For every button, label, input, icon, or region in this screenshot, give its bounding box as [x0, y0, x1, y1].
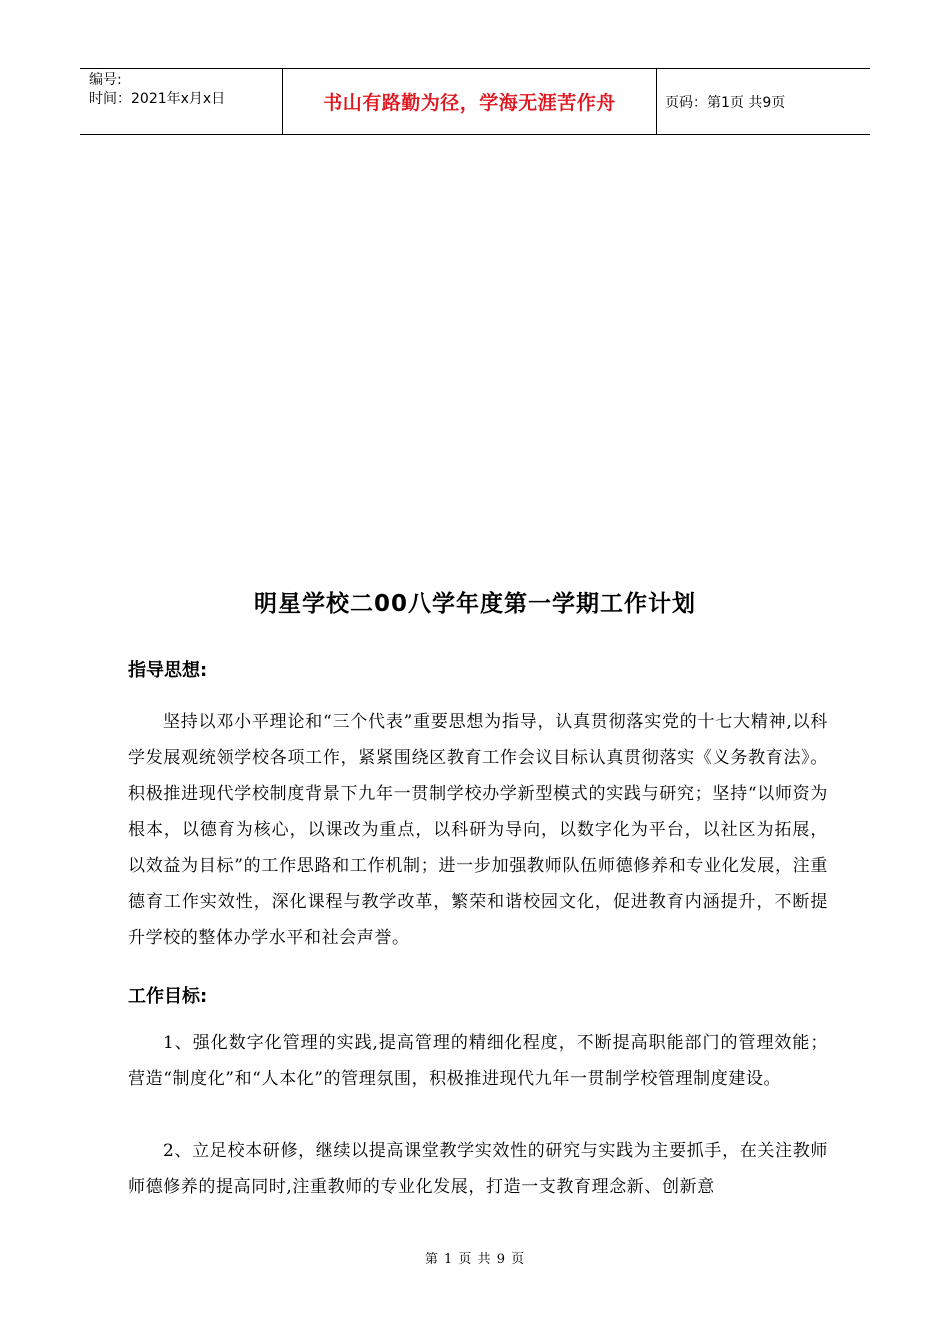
paragraph-guiding-thought: 坚持以邓小平理论和“三个代表”重要思想为指导，认真贯彻落实党的十七大精神,以科学发展观统领学校各项工作，紧紧围绕区教育工作会议目标认真贯彻落实《义务教育法》。积极推进现代学校制度背景下九年一贯制学校办学新型模式的实践与研究；坚持“以师资为根本，以德育为核心，以课改为重点，以科研为导向，以数字化为平台，以社区为拓展，以效益为目标”的工作思路和工作机制；进一步加强教师队伍师德修养和专业化发展，注重德育工作实效性，深化课程与教学改革，繁荣和谐校园文化，促进教育内涵提升，不断提升学校的整体办学水平和社会声誉。: [128, 712, 828, 948]
page-footer: 第 1 页 共 9 页: [424, 1252, 526, 1267]
header-page-info: 页码：第1页 共9页: [665, 94, 786, 111]
header-meta-cell: [80, 69, 282, 134]
header-table: [80, 68, 870, 135]
paragraph-work-goal-1: 1、强化数字化管理的实践,提高管理的精细化程度，不断提高职能部门的管理效能；营造“制度化”和“人本化”的管理氛围，积极推进现代九年一贯制学校管理制度建设。: [128, 1033, 828, 1089]
section-heading-guiding-thought: 指导思想:: [128, 660, 208, 681]
section-heading-work-goals: 工作目标:: [128, 986, 208, 1007]
paragraph-work-goal-2: 2、立足校本研修，继续以提高课堂教学实效性的研究与实践为主要抓手，在关注教师师德修养的提高同时,注重教师的专业化发展，打造一支教育理念新、创新意: [128, 1141, 828, 1197]
header-motto: 书山有路勤为径，学海无涯苦作舟: [282, 69, 657, 134]
document-number-label: 编号:: [89, 72, 122, 88]
document-title: 明星学校二00八学年度第一学期工作计划: [253, 591, 696, 617]
document-time-label: 时间：2021年x月x日: [89, 91, 226, 107]
